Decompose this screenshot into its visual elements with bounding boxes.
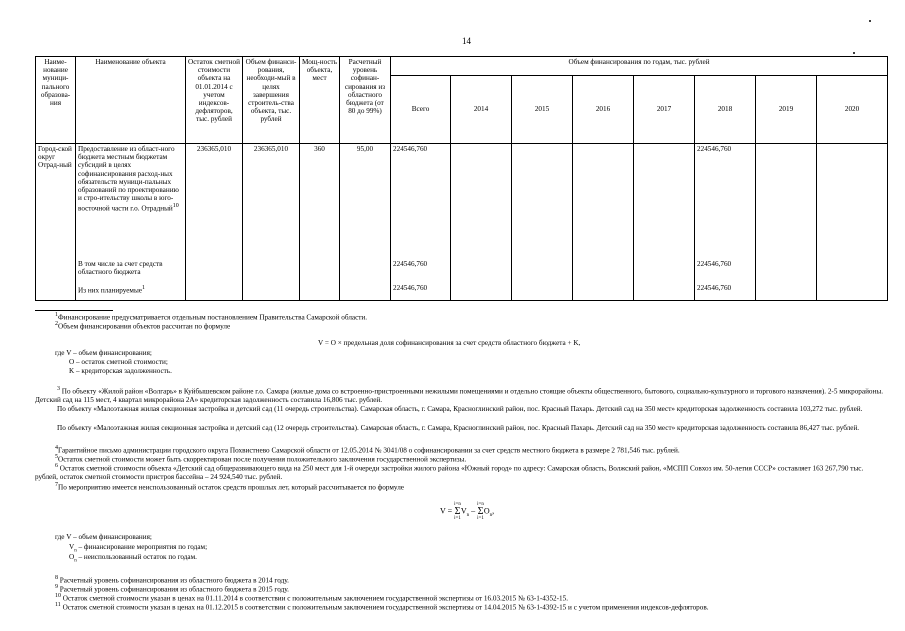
footnote-3c: По объекту «Малоэтажная жилая секционная застройка и детский сад (12 очередь строительства). Самарская область, г. Самара, Красноглинский район, пос. Красный Пахарь. Детский сад на 350 мест» кредиторская задолженность составила 86,427 тыс. рублей. <box>57 424 860 432</box>
footnote-10: $^{10}$ Остаток сметной стоимости указан в ценах на 01.11.2014 в соответствии с положительным заключением государственной экспертизы от 16.03.2015 № 63-1-4352-15. <box>55 593 569 603</box>
cell-plan-label <box>76 283 186 301</box>
footnote-7: $^7$По мероприятию имеется неиспользованный остаток средств прошлых лет, который рассчитывается по формуле <box>55 482 404 492</box>
cell-2018: 224546,760 <box>695 144 756 259</box>
footnote-9: $^9$ Расчетный уровень софинансирования из областного бюджета в 2015 году. <box>55 584 289 594</box>
cell-plan-total: 224546,760 <box>391 283 451 301</box>
header-year-2017: 2017 <box>634 76 695 144</box>
scan-speck <box>853 52 855 54</box>
cell-2016 <box>573 144 634 259</box>
header-year-2019: 2019 <box>756 76 817 144</box>
formula2-legend-vn: $V_n$ – финансирование мероприятия по годам; <box>69 543 208 554</box>
cell-2017 <box>634 144 695 259</box>
header-year-2015: 2015 <box>512 76 573 144</box>
cell-object-name <box>76 144 186 259</box>
cell-2020 <box>817 144 888 259</box>
header-municipality: Наиме-нование муници-пального образова-ния <box>36 57 76 144</box>
cell-remaining-cost: 236365,010 <box>186 144 243 259</box>
cell-cofinancing-level: 95,00 <box>340 144 391 259</box>
financing-table <box>35 56 888 301</box>
cell-2019 <box>756 144 817 259</box>
cell-total: 224546,760 <box>391 144 451 259</box>
formula-legend-k: K – кредиторская задолженность. <box>69 367 172 375</box>
cell-oblast-label: В том числе за счет средств областного бюджета <box>76 259 186 283</box>
sum-operator: i=n Σ i=1 <box>477 502 484 521</box>
footnote-8: $^8$ Расчетный уровень софинансирования из областного бюджета в 2014 году. <box>55 575 289 585</box>
header-financing-volume: Объем финанси-рования, необходи-мый в целях завершения строитель-ства объекта, тыс. рублей <box>243 57 300 144</box>
header-year-2020: 2020 <box>817 76 888 144</box>
cell-municipality: Город-ской округ Отрад-ный <box>36 144 76 259</box>
footnote-3b: По объекту «Малоэтажная жилая секционная застройка и детский сад (11 очередь строительства). Самарская область, г. Самара, Красноглинский район, пос. Красный Пахарь. Детский сад на 350 мест» кредиторская задолженность составила 103,272 тыс. рублей. <box>57 405 863 413</box>
object-name-text: Предоставление из област-ного бюджета местным бюджетам субсидий в целях софинансирования расход-ных обязательств муници-пальных образований по проектированию и стро-ительству школы в юго-восточной части г.о. Отрадный <box>78 145 179 213</box>
cell-financing-volume: 236365,010 <box>243 144 300 259</box>
footnote-3: $^3$ По объекту «Жилой район «Волгарь» в Куйбышевском районе г.о. Самара (жилые дома со встроенно-пристроенными нежилыми помещениями и отдельно стоящие объекты общественного, бытового, социально-культурного и торгового назначения). 2-5 микрорайоны. Детский сад на 115 мест, 4 квартал микрорайона 2А» кредиторская задолженность составила 16,806 тыс. рублей. <box>35 386 883 405</box>
formula-1: V = O × предельная доля софинансирования за счет средств областного бюджета + K, <box>318 339 581 347</box>
table-row <box>36 259 888 283</box>
scan-speck <box>869 20 871 22</box>
footnote-6: $^6$ Остаток сметной стоимости объекта «Детский сад общеразвивающего вида на 250 мест для 1-й очереди застройки жилого района «Южный город» по адресу: Самарская область, Волжский район, «МСПП Совхоз им. 50-летия СССР» составляет 163 267,790 тыс. рублей, остаток сметной стоимости пристроя бассейна – 24 924,540 тыс. рублей. <box>35 463 864 482</box>
footnote-2: $^2$Объем финансирования объектов рассчитан по формуле <box>55 321 231 331</box>
header-cofinancing-level: Расчетный уровень софинан-сирования из областного бюджета (от 80 до 99%) <box>340 57 391 144</box>
cell-2014 <box>451 144 512 259</box>
header-row <box>36 57 888 76</box>
formula-legend-o: O – остаток сметной стоимости; <box>69 358 168 366</box>
header-year-total: Всего <box>391 76 451 144</box>
cell-2015 <box>512 144 573 259</box>
page-number: 14 <box>462 36 471 46</box>
table-row <box>36 283 888 301</box>
cell-oblast-total: 224546,760 <box>391 259 451 283</box>
footnote-11: $^{11}$ Остаток сметной стоимости указан в ценах на 01.12.2015 в соответствии с положительным заключением государственной экспертизы от 14.04.2015 № 63-1-4392-15 и с учетом применения индексов-дефляторов. <box>55 602 709 612</box>
footnote-ref: 1 <box>141 284 145 291</box>
header-financing-by-year: Объем финансирования по годам, тыс. рублей <box>391 57 888 76</box>
formula2-legend-on: $O_n$ – неиспользованный остаток по годам. <box>69 553 197 564</box>
footnote-ref: 10 <box>172 203 179 210</box>
header-year-2016: 2016 <box>573 76 634 144</box>
footnote-1: $^1$Финансирование предусматривается отдельным постановлением Правительства Самарской области. <box>55 312 368 322</box>
footnote-5: $^5$Остаток сметной стоимости может быть скорректирован после получения положительного заключения государственной экспертизы. <box>55 454 467 464</box>
header-year-2018: 2018 <box>695 76 756 144</box>
header-object-name: Наименование объекта <box>76 57 186 144</box>
formula2-legend-v: где V – объем финансирования; <box>55 533 152 541</box>
table-row <box>36 144 888 259</box>
formula-2: V = i=n Σ $i=1V_n - i=n$ Σ $i=1O_n$, <box>440 502 495 521</box>
cell-plan-2018: 224546,760 <box>695 283 756 301</box>
cell-oblast-2018: 224546,760 <box>695 259 756 283</box>
header-year-2014: 2014 <box>451 76 512 144</box>
sum-operator: i=n Σ i=1 <box>454 502 461 521</box>
header-remaining-cost: Остаток сметной стоимости объекта на 01.01.2014 с учетом индексов-дефляторов, тыс. рублей <box>186 57 243 144</box>
formula-legend-v: где V – объем финансирования; <box>55 349 152 357</box>
footnote-4: $^4$Гарантийное письмо администрации городского округа Похвистнево Самарской области от 12.05.2014 № 3041/08 о софинансировании за счет средств местного бюджета в размере 2 781,546 тыс. рублей. <box>55 445 680 455</box>
header-capacity: Мощ-ность объекта, мест <box>300 57 340 144</box>
cell-capacity: 360 <box>300 144 340 259</box>
plan-label-text: Из них планируемые <box>78 285 142 294</box>
